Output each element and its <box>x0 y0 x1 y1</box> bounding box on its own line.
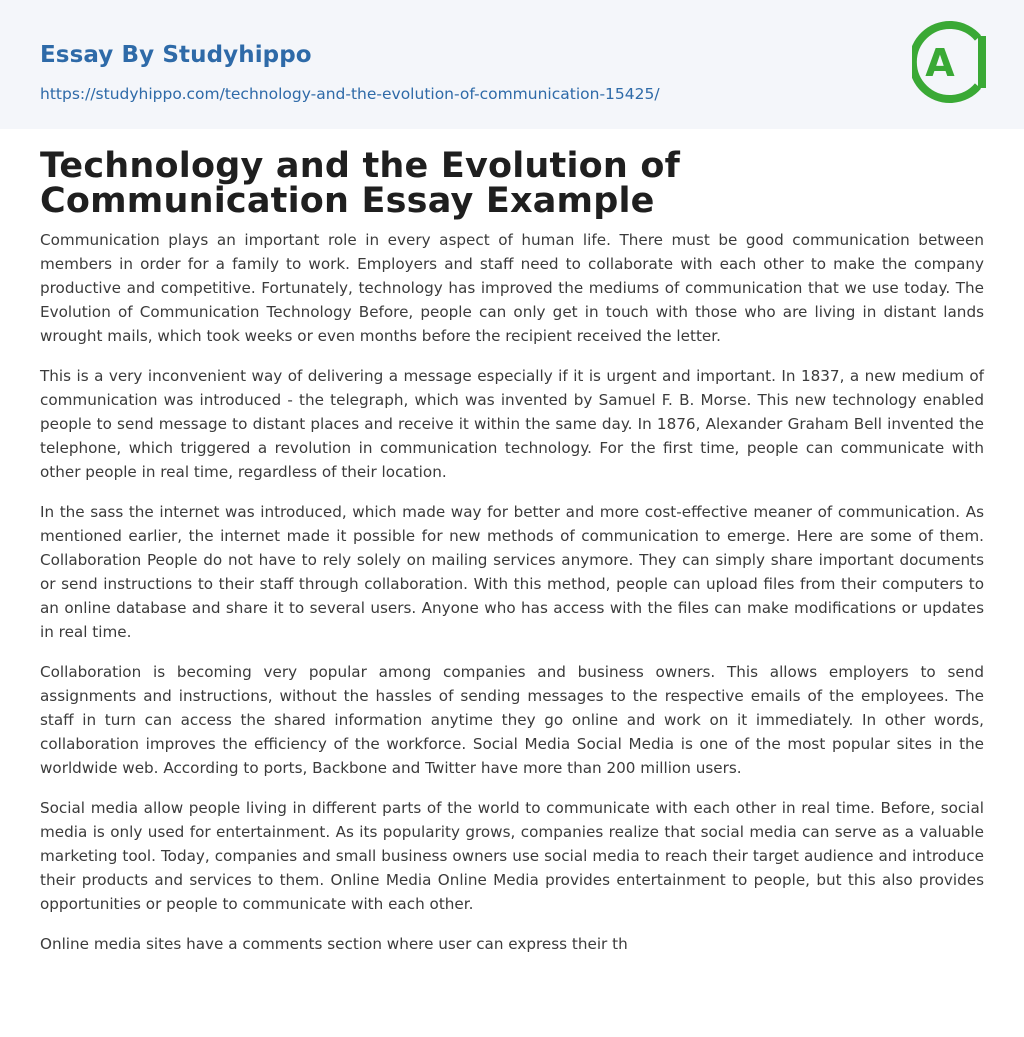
essay-paragraph: Communication plays an important role in every aspect of human life. There must be good communication between members in order for a family to work. Employers and staff need to collaborate with each other to make the company productive and competitive. Fortunately, technology has improved the mediums of communication that we use today. The Evolution of Communication Technology Before, people can only get in touch with those who are living in distant lands wrought mails, which took weeks or even months before the recipient received the letter. <box>40 231 984 345</box>
essay-paragraph: Collaboration is becoming very popular among companies and business owners. This allows employers to send assignments and instructions, without the hassles of sending messages to the respective emails of the employees. The staff in turn can access the shared information anytime they go online and work on it immediately. In other words, collaboration improves the efficiency of the workforce. Social Media Social Media is one of the most popular sites in the worldwide web. According to ports, Backbone and Twitter have more than 200 million users. <box>40 663 984 777</box>
site-brand[interactable]: Essay By Studyhippo <box>40 42 312 68</box>
logo-letter: A <box>925 41 955 85</box>
essay-body <box>40 228 984 972</box>
article <box>0 0 1024 219</box>
article-title: Technology and the Evolution of Communication Essay Example <box>40 146 681 221</box>
essay-url-link[interactable]: https://studyhippo.com/technology-and-the-evolution-of-communication-15425/ <box>40 85 660 103</box>
essay-paragraph: In the sass the internet was introduced, which made way for better and more cost-effective meaner of communication. As mentioned earlier, the internet made it possible for new methods of communication to emerge. Here are some of them. Collaboration People do not have to rely solely on mailing services anymore. They can simply share important documents or send instructions to their staff through collaboration. With this method, people can upload files from their computers to an online database and share it to several users. Anyone who has access with the files can make modifications or updates in real time. <box>40 503 984 641</box>
essay-paragraph: This is a very inconvenient way of delivering a message especially if it is urgent and important. In 1837, a new medium of communication was introduced - the telegraph, which was invented by Samuel F. B. Morse. This new technology enabled people to send message to distant places and receive it within the same day. In 1876, Alexander Graham Bell invented the telephone, which triggered a revolution in communication technology. For the first time, people can communicate with other people in real time, regardless of their location. <box>40 367 984 481</box>
essay-paragraph: Online media sites have a comments section where user can express their th <box>40 935 628 953</box>
essay-paragraph: Social media allow people living in different parts of the world to communicate with each other in real time. Before, social media is only used for entertainment. As its popularity grows, companies realize that social media can serve as a valuable marketing tool. Today, companies and small business owners use social media to reach their target audience and introduce their products and services to them. Online Media Online Media provides entertainment to people, but this also provides opportunities or people to communicate with each other. <box>40 799 984 913</box>
